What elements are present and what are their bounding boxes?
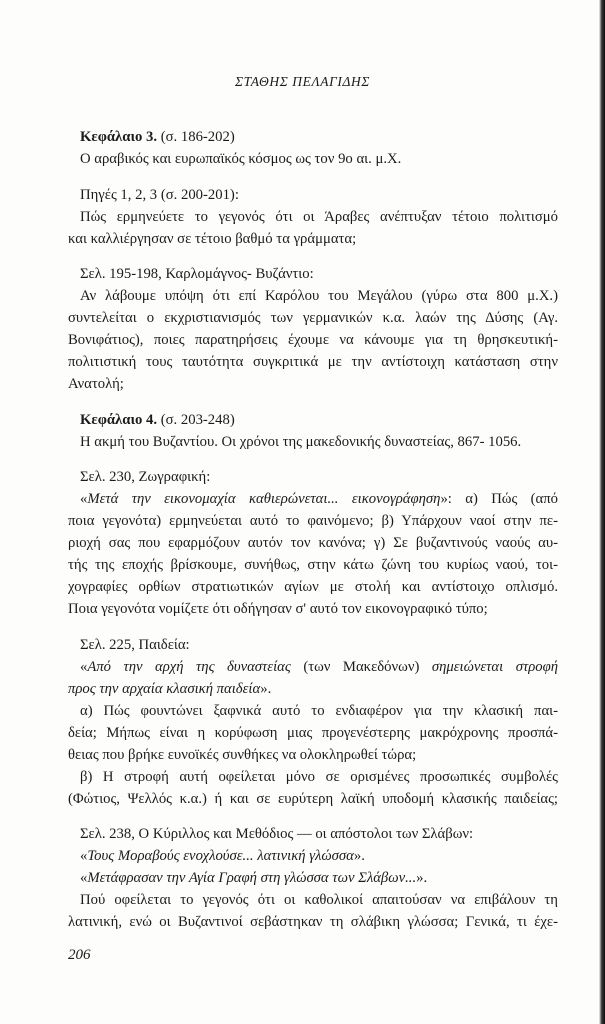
text-line: Πώς ερμηνεύετε το γεγονός ότι οι Άραβες ανέπτυξαν τέτοιο πολιτισμό bbox=[80, 208, 558, 225]
quote-mark: « bbox=[80, 491, 88, 507]
text-line: χογραφίες ορθίων στρατιωτικών αγίων με στολή και αντίστοιχο οπλισμό. bbox=[68, 579, 558, 595]
chapter-title: Η ακμή του Βυζαντίου. Οι χρόνοι της μακεδονικής δυναστείας, 867- 1056. bbox=[80, 433, 522, 450]
quote-text: Από την αρχή της δυναστείας bbox=[87, 658, 291, 675]
running-head: ΣΤΑΘΗΣ ΠΕΛΑΓΙΔΗΣ bbox=[235, 74, 370, 89]
question-heading: Σελ. 195-198, Καρλομάγνος- Βυζάντιο: bbox=[80, 266, 314, 282]
text-line: και καλλιέργησαν σε τέτοιο βαθμό τα γράμματα; bbox=[68, 230, 357, 247]
text-line: Βονιφάτιος), ποιες παρατηρήσεις έχουμε να κάνουμε για τη θρησκευτική- bbox=[68, 332, 558, 348]
text-line: συντελείται ο εκχριστιανισμός των γερμανικών κ.α. λαών της Δύσης (Αγ. bbox=[68, 310, 558, 326]
chapter-page-range: (σ. 203-248) bbox=[160, 411, 235, 428]
chapter-heading bbox=[68, 126, 558, 148]
painting-question bbox=[68, 466, 558, 620]
cyril-methodius-question bbox=[68, 823, 558, 933]
text-line: Ανατολή; bbox=[68, 376, 124, 392]
question-heading: Σελ. 230, Ζωγραφική: bbox=[80, 469, 211, 485]
charlemagne-question bbox=[68, 263, 558, 395]
text-line: δεία; Μήπως είναι η κορύφωση μιας προγενέστερης μακρόχρονης προσπά- bbox=[68, 724, 558, 741]
chapter-heading bbox=[68, 409, 558, 431]
chapter-title: Ο αραβικός και ευρωπαϊκός κόσμος ως τον 9ο αι. μ.Χ. bbox=[80, 151, 402, 167]
text-line: α) Πώς φουντώνει ξαφνικά αυτό το ενδιαφέρον για την κλασική παι- bbox=[80, 702, 558, 719]
quote-line bbox=[68, 488, 558, 510]
text-line: τής της εποχής βρίσκουμε, συνήθως, στην κάτω ζώνη του κυρίως ναού, τοι- bbox=[68, 557, 558, 573]
page-number: 206 bbox=[68, 947, 91, 963]
question-heading: Πηγές 1, 2, 3 (σ. 200-201): bbox=[80, 186, 239, 203]
text-segment: »: α) Πώς (από bbox=[440, 491, 558, 507]
text-line: ποια γεγονότα) ερμηνεύεται αυτό το φαινόμενο; β) Υπάρχουν ναοί στην πε- bbox=[68, 513, 558, 529]
quote-mark: ». bbox=[260, 680, 272, 697]
quote-line bbox=[68, 845, 558, 867]
scan-edge-shadow bbox=[599, 0, 605, 1024]
page-body bbox=[68, 126, 558, 947]
quote-mark: ». bbox=[353, 848, 365, 864]
text-line: Αν λάβουμε υπόψη ότι επί Καρόλου του Μεγάλου (γύρω στα 800 μ.Χ.) bbox=[80, 288, 558, 304]
chapter-label: Κεφάλαιο 3. bbox=[80, 129, 158, 145]
text-line: θειας που βρήκε ευνοϊκές συνθήκες να ολοκληρωθεί τώρα; bbox=[68, 746, 417, 763]
question-heading: Σελ. 225, Παιδεία: bbox=[80, 636, 190, 653]
quote-mark: « bbox=[80, 848, 88, 864]
chapter-page-range: (σ. 186-202) bbox=[160, 129, 235, 145]
quote-line bbox=[68, 656, 558, 678]
quote-text: Τους Μοραβούς ενοχλούσε... λατινική γλώσσα bbox=[87, 848, 354, 864]
quote-text: Μετά την εικονομαχία καθιερώνεται... εικονογράφηση bbox=[87, 491, 441, 507]
chapter-4-block bbox=[68, 409, 558, 453]
text-line: Πού οφείλεται το γεγονός ότι οι καθολικοί απαιτούσαν να επιβάλουν τη bbox=[80, 892, 558, 908]
arab-sources-question bbox=[68, 184, 558, 250]
text-line: πολιτιστική τους ταυτότητα συγκριτικά με την αντίστοιχη κατάσταση στην bbox=[68, 354, 558, 370]
quote-text: σημειώνεται στροφή bbox=[431, 658, 559, 675]
quote-mark: « bbox=[80, 658, 88, 675]
quote-mark: ». bbox=[416, 870, 428, 886]
text-line: ριοχή σας που εφαρμόζουν αυτόν τον κανόνα; γ) Σε βυζαντινούς ναούς αυ- bbox=[68, 535, 558, 551]
quote-line bbox=[68, 678, 558, 700]
chapter-3-block bbox=[68, 126, 558, 170]
quote-text: προς την αρχαία κλασική παιδεία bbox=[68, 680, 261, 697]
quote-line bbox=[68, 867, 558, 889]
question-heading: Σελ. 238, Ο Κύριλλος και Μεθόδιος — οι απόστολοι των Σλάβων: bbox=[80, 826, 474, 842]
text-segment: (των Μακεδόνων) bbox=[290, 658, 432, 675]
quote-mark: « bbox=[80, 870, 88, 886]
text-line: λατινική, ενώ οι Βυζαντινοί σεβάστηκαν τη σλάβικη γλώσσα; Γενικά, τι έχε- bbox=[68, 914, 558, 930]
quote-text: Μετάφρασαν την Αγία Γραφή στη γλώσσα των Σλάβων... bbox=[87, 870, 417, 886]
chapter-label: Κεφάλαιο 4. bbox=[80, 411, 158, 428]
education-question bbox=[68, 634, 558, 810]
text-line: β) Η στροφή αυτή οφείλεται μόνο σε ορισμένες προσωπικές συμβολές bbox=[80, 768, 558, 785]
text-line: (Φώτιος, Ψελλός κ.α.) ή και σε ευρύτερη λαϊκή υποδομή κλασικής παιδείας; bbox=[68, 790, 558, 807]
text-line: Ποια γεγονότα νομίζετε ότι οδήγησαν σ' αυτό τον εικονογραφικό τύπο; bbox=[68, 601, 488, 617]
